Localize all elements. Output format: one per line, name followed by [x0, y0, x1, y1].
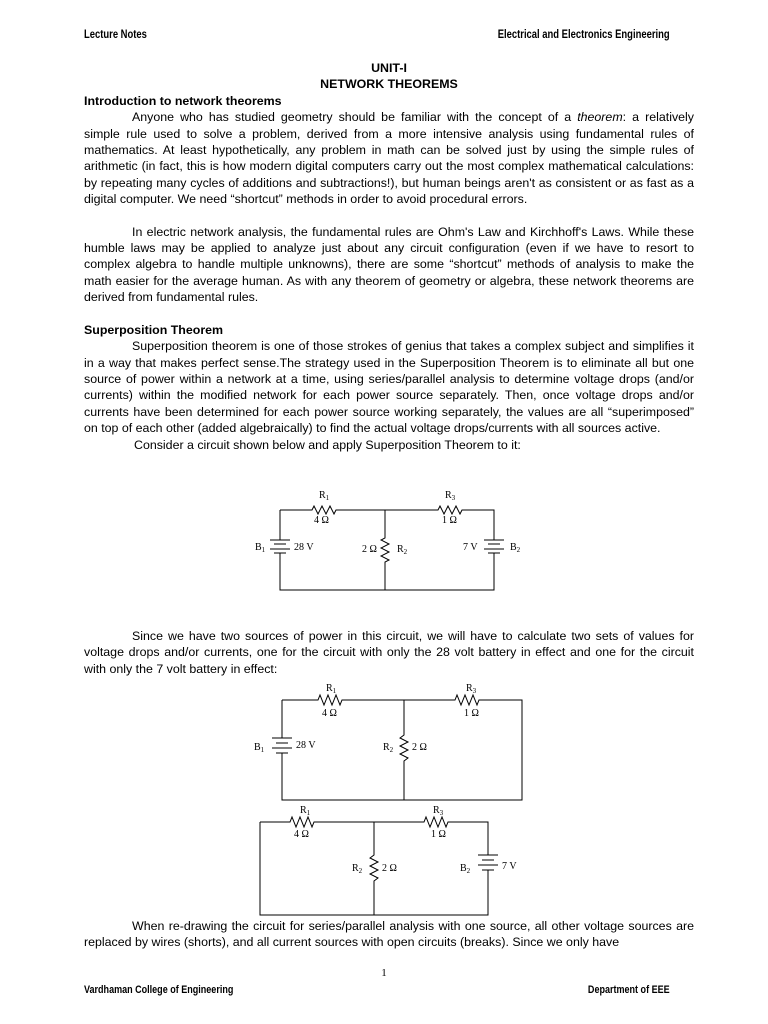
superposition-paragraph-1: Superposition theorem is one of those strokes of genius that takes a complex subject and simplifies it in a way that makes perfect sense.The strategy used in the Superposition Theorem is to eliminate all but one source of power within a network at a time, using series/parallel analysis to determine voltage drops (and/or currents) within the modified network for each power source separately. Then, once voltage drops and/or currents have been determined for each power source working separately, the values are all “superimposed” on top of each other (added algebraically) to find the actual voltage drops/currents with all sources active. [84, 339, 694, 436]
page-title: NETWORK THEOREMS [320, 77, 458, 92]
superposition-paragraph-3: When re-drawing the circuit for series/parallel analysis with one source, all other voltage sources are replaced by wires (shorts), and all current sources with open circuits (breaks). Since we only have [84, 919, 694, 950]
c1-r1-label: $R_1$ [319, 490, 330, 502]
intro-heading: Introduction to network theorems [84, 93, 282, 108]
c1-b2-label: $B_2$ [510, 542, 521, 554]
superposition-paragraph-2: Since we have two sources of power in this circuit, we will have to calculate two sets of values for voltage drops and/or currents, one for the circuit with only the 28 volt battery in effect and one for the circuit with only the 7 volt battery in effect: [84, 629, 694, 676]
header-right: Electrical and Electronics Engineering [498, 29, 670, 41]
unit-label: UNIT-I [371, 61, 407, 75]
c2-r3-value: 1 Ω [464, 708, 479, 719]
c1-r2-label: $R_2$ [397, 544, 408, 556]
c1-r3-value: 1 Ω [442, 515, 457, 526]
c1-b2-value: 7 V [463, 542, 478, 553]
c1-r2-value: 2 Ω [362, 544, 377, 555]
consider-line: Consider a circuit shown below and apply Superposition Theorem to it: [134, 437, 521, 452]
intro-paragraph-2: In electric network analysis, the fundamental rules are Ohm's Law and Kirchhoff's Laws. While these humble laws may be applied to analyze just about any circuit configuration (even if we have to resort to complex algebra to handle multiple unknowns), there are some “shortcut” methods of analysis to make the math easier for the average human. As with any theorem of geometry or algebra, these network theorems are derived from fundamental rules. [84, 224, 694, 305]
c2-r1-label: $R_1$ [326, 683, 337, 695]
c3-r2-value: 2 Ω [382, 863, 397, 874]
c2-r3-label: $R_3$ [466, 683, 477, 695]
c2-b1-label: $B_1$ [254, 742, 265, 754]
c1-b1-label: $B_1$ [255, 542, 266, 554]
superposition-heading: Superposition Theorem [84, 322, 224, 337]
c1-b1-value: 28 V [294, 542, 314, 553]
c3-r1-value: 4 Ω [294, 829, 309, 840]
c2-r2-label: $R_2$ [383, 742, 394, 754]
footer-left: Vardhaman College of Engineering [84, 984, 234, 996]
c2-r1-value: 4 Ω [322, 708, 337, 719]
theorem-emphasis: theorem [577, 110, 623, 125]
c3-b2-label: $B_2$ [460, 863, 471, 875]
c3-b2-value: 7 V [502, 861, 517, 872]
header-left: Lecture Notes [84, 29, 147, 41]
footer-right: Department of EEE [588, 984, 670, 996]
c2-b1-value: 28 V [296, 740, 316, 751]
intro-paragraph-1: Anyone who has studied geometry should be familiar with the concept of a theorem: a relatively simple rule used to solve a problem, derived from a more intensive analysis using fundamental rules of mathematics. At least hypothetically, any problem in math can be solved just by using the simple rules of arithmetic (in fact, this is how modern digital computers carry out the most complex mathematical calculations: by repeating many cycles of additions and subtractions!), but human beings aren't as consistent or as fast as a digital computer. We need “shortcut” methods in order to avoid procedural errors. [84, 110, 694, 207]
page-number: 1 [381, 967, 387, 979]
c2-r2-value: 2 Ω [412, 742, 427, 753]
c3-r2-label: $R_2$ [352, 863, 363, 875]
c1-r3-label: $R_3$ [445, 490, 456, 502]
c3-r3-value: 1 Ω [431, 829, 446, 840]
c3-r3-label: $R_3$ [433, 805, 444, 817]
c3-r1-label: $R_1$ [300, 805, 311, 817]
c1-r1-value: 4 Ω [314, 515, 329, 526]
